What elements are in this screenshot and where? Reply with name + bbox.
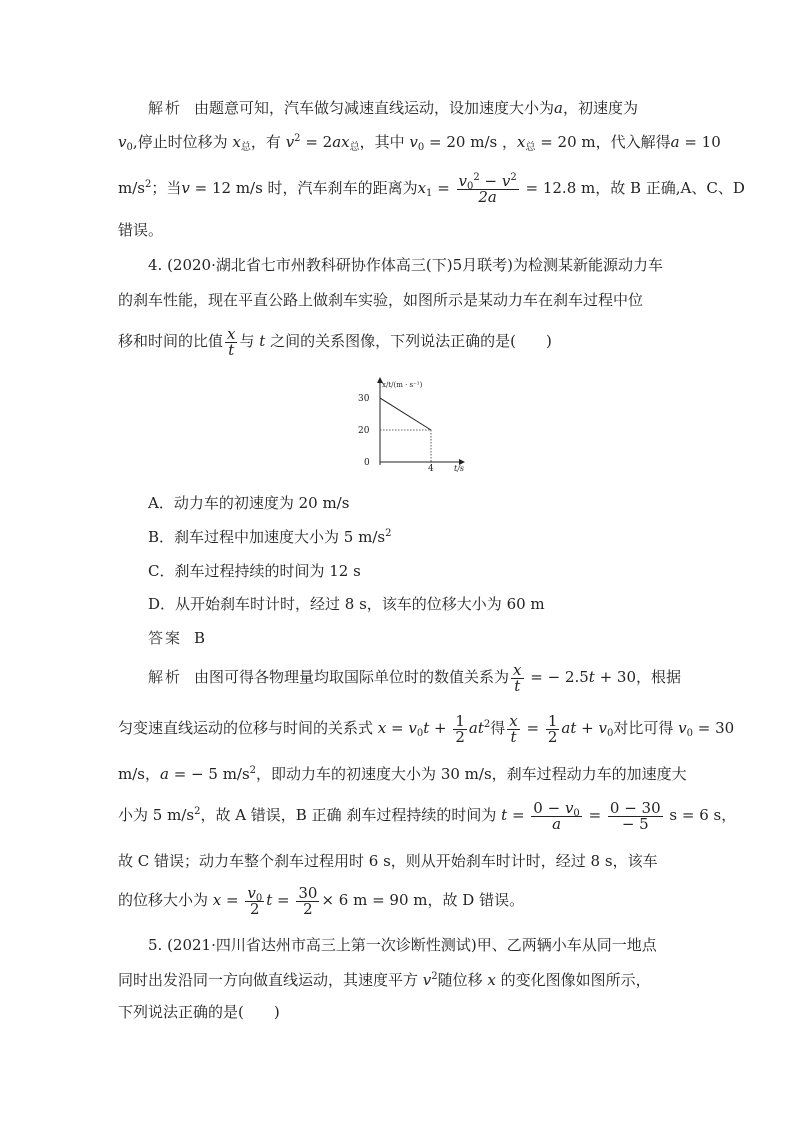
analysis-label: 解析 bbox=[148, 99, 183, 117]
option-d: D．从开始刹车时计时，经过 8 s，该车的位移大小为 60 m bbox=[148, 595, 545, 613]
sol2-line3: m/s，a = − 5 $m/s^2$，即动力车的初速度大小为 30 m/s，刹车过程动力车的加速度大 bbox=[118, 765, 687, 783]
sol2-line6: 的位移大小为 x = $\frac{v_0}{2}$ t = $\frac{30}{2}$ × 6 m = 90 m，故 D 错误。 bbox=[118, 883, 525, 918]
q4-line3: 移和时间的比值 $\frac{x}{t}$ 与 t 之间的关系图像，下列说法正确的是( ) bbox=[118, 324, 552, 359]
sol1-line2: $v_0$,停止时位移为 $x_总$，有 $v^2 = 2ax_总$，其中 $v_0 = 20$ m/s ，$x_总 = 20$ m，代入解得a = 10 bbox=[118, 133, 721, 153]
option-a: A．动力车的初速度为 20 m/s bbox=[148, 494, 350, 512]
q4-line1: 4. (2020·湖北省七市州教科研协作体高三(下)5月联考)为检测某新能源动力车 bbox=[148, 256, 663, 274]
x-over-t-fraction: $\frac{x}{t}$ bbox=[227, 324, 236, 359]
x-axis-label: t/s bbox=[454, 464, 465, 473]
sol1-line4: 错误。 bbox=[118, 221, 164, 239]
x-tick-4: 4 bbox=[428, 464, 434, 474]
answer-value: B bbox=[194, 629, 206, 647]
option-c: C．刹车过程持续的时间为 12 s bbox=[148, 562, 361, 580]
braking-distance-fraction: $\frac{v_0^2 - v^2}{2a}$ bbox=[458, 171, 517, 206]
sol2-line1: 解析 由图可得各物理量均取国际单位时的数值关系为 $\frac{x}{t}$ = − 2.5t + 30，根据 bbox=[148, 660, 682, 695]
xt-vs-t-graph bbox=[355, 375, 475, 475]
q5-line2: 同时出发沿同一方向做直线运动，其速度平方 $v^2$随位移 x 的变化图像如图所示， bbox=[118, 971, 651, 989]
answer-label: 答案 bbox=[148, 629, 183, 647]
data-line bbox=[380, 398, 431, 430]
sol2-line5: 故 C 错误；动力车整个刹车过程用时 6 s，则从开始刹车时计时，经过 8 s，该车 bbox=[118, 852, 658, 870]
sol2-line2: 匀变速直线运动的位移与时间的关系式 $x = v_0t$ + $\frac{1}{2}$ $at^2$得 $\frac{x}{t}$ = $\frac{1}{2}$ at + $v_0$对比可得 $v_0 = 30$ bbox=[118, 711, 735, 746]
q4-line2: 的刹车性能，现在平直公路上做刹车实验，如图所示是某动力车在刹车过程中位 bbox=[118, 291, 644, 309]
analysis-label-2: 解析 bbox=[148, 668, 183, 686]
answer-line bbox=[148, 628, 205, 648]
q5-line3: 下列说法正确的是( ) bbox=[118, 1003, 280, 1021]
y-axis-label: x/t/(m · s⁻¹) bbox=[382, 381, 423, 389]
y-tick-20: 20 bbox=[358, 426, 370, 436]
option-b: B．刹车过程中加速度大小为 5 $m/s^2$ bbox=[148, 528, 392, 546]
y-tick-0: 0 bbox=[364, 458, 370, 468]
y-tick-30: 30 bbox=[358, 394, 370, 404]
sol1-line1: 解析 由题意可知，汽车做匀减速直线运动，设加速度大小为a，初速度为 bbox=[148, 99, 638, 117]
sol1-line3: $m/s^2$；当v = 12 m/s 时，汽车刹车的距离为$x_1$ = $\frac{v_0^2 - v^2}{2a}$ = 12.8 m，故 B 正确,A、C、D bbox=[118, 171, 745, 206]
q5-line1: 5. (2021·四川省达州市高三上第一次诊断性测试)甲、乙两辆小车从同一地点 bbox=[148, 936, 657, 954]
sol2-line4: 小为 5 $m/s^2$，故 A 错误，B 正确 刹车过程持续的时间为 t = $\frac{0 - v_0}{a}$ = $\frac{0 - 30}{- 5}$ s = 6 s， bbox=[118, 798, 737, 833]
